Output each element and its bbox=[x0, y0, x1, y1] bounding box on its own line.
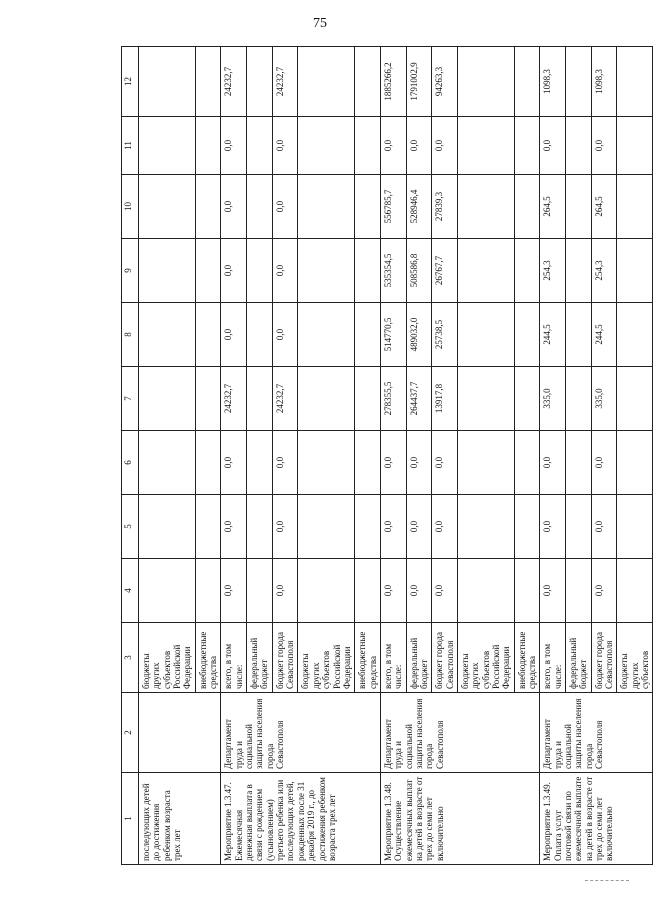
funding-source: всего, в том числе: bbox=[221, 623, 247, 693]
table-cell: 0,0 bbox=[591, 117, 617, 175]
table-cell bbox=[247, 175, 273, 239]
table-cell: 0,0 bbox=[380, 559, 406, 623]
table-cell bbox=[139, 559, 196, 623]
table-cell: 278355,5 bbox=[380, 367, 406, 431]
table-cell bbox=[457, 431, 514, 495]
table-cell bbox=[514, 303, 540, 367]
funding-source: бюджеты других субъектов bbox=[617, 623, 653, 693]
funding-source: бюджеты других субъектов Российской Федерации bbox=[139, 623, 196, 693]
measure-name: Мероприятие 1.3.48. Осуществление ежемесячных выплат на детей в возрасте от трех до семи лет включительно bbox=[380, 773, 539, 865]
table-row bbox=[221, 47, 247, 865]
table-cell: 254,3 bbox=[591, 239, 617, 303]
table-cell: 0,0 bbox=[272, 495, 298, 559]
table-cell bbox=[457, 175, 514, 239]
funding-source: всего, в том числе: bbox=[380, 623, 406, 693]
table-cell bbox=[566, 239, 592, 303]
table-row bbox=[139, 47, 196, 865]
table-cell: 27839,3 bbox=[432, 175, 458, 239]
column-number: 5 bbox=[122, 495, 139, 559]
column-number: 2 bbox=[122, 693, 139, 773]
table-cell bbox=[355, 367, 381, 431]
funding-source: всего, в том числе: bbox=[540, 623, 566, 693]
table-cell bbox=[247, 239, 273, 303]
table-cell bbox=[355, 431, 381, 495]
table-cell bbox=[298, 495, 355, 559]
table-cell bbox=[195, 47, 221, 117]
column-number: 1 bbox=[122, 773, 139, 865]
table-cell bbox=[617, 239, 653, 303]
table-cell: 0,0 bbox=[406, 431, 432, 495]
measure-name: Мероприятие 1.3.49. Оплата услуг почтовой связи по ежемесячной выплате на детей в возрасте от трех до семи лет включительно bbox=[540, 773, 653, 865]
table-cell bbox=[617, 367, 653, 431]
column-number: 4 bbox=[122, 559, 139, 623]
funding-source: бюджет города Севастополя bbox=[272, 623, 298, 693]
table-cell bbox=[247, 495, 273, 559]
table-cell bbox=[617, 47, 653, 117]
table-cell bbox=[566, 559, 592, 623]
table-cell bbox=[195, 559, 221, 623]
table-cell: 335,0 bbox=[591, 367, 617, 431]
table-cell bbox=[566, 117, 592, 175]
table-cell: 0,0 bbox=[380, 495, 406, 559]
column-number: 7 bbox=[122, 367, 139, 431]
table-cell bbox=[298, 431, 355, 495]
table-cell: 26767,7 bbox=[432, 239, 458, 303]
table-cell: 0,0 bbox=[432, 431, 458, 495]
table-cell bbox=[139, 239, 196, 303]
table-cell bbox=[195, 303, 221, 367]
table-cell bbox=[514, 47, 540, 117]
table-cell bbox=[566, 47, 592, 117]
table-cell bbox=[247, 559, 273, 623]
table-cell bbox=[566, 431, 592, 495]
table-cell bbox=[457, 495, 514, 559]
table-cell bbox=[514, 367, 540, 431]
table-cell bbox=[247, 431, 273, 495]
funding-source: внебюджетные средства bbox=[514, 623, 540, 693]
table-cell: 528946,4 bbox=[406, 175, 432, 239]
table-cell bbox=[457, 303, 514, 367]
table-cell: 254,3 bbox=[540, 239, 566, 303]
table-cell bbox=[195, 239, 221, 303]
table-cell bbox=[355, 495, 381, 559]
table-cell: 0,0 bbox=[221, 303, 247, 367]
footer-rule bbox=[585, 880, 629, 881]
table-cell bbox=[617, 495, 653, 559]
table-cell: 244,5 bbox=[540, 303, 566, 367]
table-cell: 0,0 bbox=[540, 117, 566, 175]
table-cell: 264437,7 bbox=[406, 367, 432, 431]
table-cell: 0,0 bbox=[272, 303, 298, 367]
funding-source: бюджеты других субъектов Российской Федерации bbox=[298, 623, 355, 693]
table-cell bbox=[457, 239, 514, 303]
table-cell bbox=[298, 117, 355, 175]
table-cell: 1098,3 bbox=[591, 47, 617, 117]
table-cell bbox=[195, 117, 221, 175]
table-cell bbox=[139, 117, 196, 175]
table-cell bbox=[355, 303, 381, 367]
table-cell bbox=[139, 495, 196, 559]
table-cell: 0,0 bbox=[540, 495, 566, 559]
table-cell: 335,0 bbox=[540, 367, 566, 431]
executor-name: Департамент труда и социальной защиты населения города Севастополя bbox=[380, 693, 539, 773]
funding-source: федеральный бюджет bbox=[406, 623, 432, 693]
table-cell: 24232,7 bbox=[272, 47, 298, 117]
table-cell bbox=[355, 559, 381, 623]
table-cell bbox=[457, 47, 514, 117]
table-cell: 0,0 bbox=[432, 495, 458, 559]
table-row bbox=[380, 47, 406, 865]
table-cell bbox=[195, 495, 221, 559]
table-cell: 25738,5 bbox=[432, 303, 458, 367]
table-cell: 0,0 bbox=[380, 431, 406, 495]
funding-source: бюджет города Севастополя bbox=[432, 623, 458, 693]
measure-name: Мероприятие 1.3.47. Ежемесячная денежная выплата в связи с рождением (усыновлением) третьего ребенка или последующих детей, рожденных после 31 декабря 2019 г., до достижения ребенком возраста трех лет bbox=[221, 773, 380, 865]
table-cell bbox=[617, 431, 653, 495]
rotated-table-page bbox=[121, 47, 651, 865]
table-cell: 0,0 bbox=[272, 431, 298, 495]
table-cell: 24232,7 bbox=[221, 367, 247, 431]
table-cell: 0,0 bbox=[380, 117, 406, 175]
table-cell: 24232,7 bbox=[272, 367, 298, 431]
funding-source: федеральный бюджет bbox=[247, 623, 273, 693]
funding-source: внебюджетные средства bbox=[195, 623, 221, 693]
table-cell: 0,0 bbox=[591, 431, 617, 495]
table-cell: 244,5 bbox=[591, 303, 617, 367]
table-cell: 0,0 bbox=[272, 239, 298, 303]
column-number: 3 bbox=[122, 623, 139, 693]
table-cell bbox=[566, 367, 592, 431]
table-cell bbox=[617, 559, 653, 623]
column-number-row bbox=[122, 47, 139, 865]
table-cell bbox=[566, 175, 592, 239]
table-cell bbox=[195, 431, 221, 495]
table-cell: 0,0 bbox=[591, 495, 617, 559]
measure-name: последующих детей до достижения ребенком возраста трех лет bbox=[139, 773, 221, 865]
table-cell bbox=[195, 367, 221, 431]
table-cell: 1885266,2 bbox=[380, 47, 406, 117]
table-cell bbox=[298, 559, 355, 623]
funding-source: бюджеты других субъектов Российской Федерации bbox=[457, 623, 514, 693]
table-cell: 556785,7 bbox=[380, 175, 406, 239]
table-cell: 0,0 bbox=[272, 559, 298, 623]
table-cell: 489032,0 bbox=[406, 303, 432, 367]
table-cell: 0,0 bbox=[406, 117, 432, 175]
table-cell bbox=[457, 367, 514, 431]
table-cell bbox=[617, 303, 653, 367]
table-cell bbox=[139, 367, 196, 431]
table-cell bbox=[355, 47, 381, 117]
table-cell bbox=[139, 175, 196, 239]
table-cell bbox=[298, 303, 355, 367]
table-cell bbox=[514, 117, 540, 175]
table-cell bbox=[195, 175, 221, 239]
table-cell: 24232,7 bbox=[221, 47, 247, 117]
table-cell bbox=[247, 117, 273, 175]
column-number: 8 bbox=[122, 303, 139, 367]
table-cell bbox=[247, 367, 273, 431]
table-cell: 0,0 bbox=[221, 431, 247, 495]
table-cell: 1791002,9 bbox=[406, 47, 432, 117]
table-cell: 0,0 bbox=[540, 559, 566, 623]
table-cell bbox=[247, 47, 273, 117]
table-cell: 0,0 bbox=[432, 117, 458, 175]
page-number: 75 bbox=[313, 16, 327, 31]
table-cell: 264,5 bbox=[591, 175, 617, 239]
table-row bbox=[540, 47, 566, 865]
table-cell: 535354,5 bbox=[380, 239, 406, 303]
table-cell: 1098,3 bbox=[540, 47, 566, 117]
executor-name: Департамент труда и социальной защиты населения города Севастополя bbox=[221, 693, 380, 773]
column-number: 11 bbox=[122, 117, 139, 175]
table-cell: 0,0 bbox=[432, 559, 458, 623]
table-cell: 0,0 bbox=[540, 431, 566, 495]
table-cell: 264,5 bbox=[540, 175, 566, 239]
funding-source: бюджет города Севастополя bbox=[591, 623, 617, 693]
table-cell bbox=[139, 431, 196, 495]
table-cell: 0,0 bbox=[221, 495, 247, 559]
table-cell bbox=[247, 303, 273, 367]
table-cell bbox=[298, 47, 355, 117]
table-cell bbox=[298, 367, 355, 431]
table-cell: 13917,8 bbox=[432, 367, 458, 431]
executor-name: Департамент труда и социальной защиты населения города Севастополя bbox=[540, 693, 653, 773]
table-cell: 0,0 bbox=[221, 559, 247, 623]
executor-name bbox=[139, 693, 221, 773]
program-funding-table bbox=[121, 46, 653, 865]
table-cell bbox=[566, 495, 592, 559]
column-number: 10 bbox=[122, 175, 139, 239]
column-number: 12 bbox=[122, 47, 139, 117]
table-cell bbox=[355, 117, 381, 175]
table-cell bbox=[298, 239, 355, 303]
table-cell bbox=[355, 239, 381, 303]
table-cell: 94263,3 bbox=[432, 47, 458, 117]
table-cell bbox=[298, 175, 355, 239]
table-cell bbox=[355, 175, 381, 239]
column-number: 9 bbox=[122, 239, 139, 303]
table-cell: 0,0 bbox=[591, 559, 617, 623]
funding-source: федеральный бюджет bbox=[566, 623, 592, 693]
table-cell bbox=[514, 175, 540, 239]
funding-source: внебюджетные средства bbox=[355, 623, 381, 693]
table-cell bbox=[514, 495, 540, 559]
table-cell bbox=[566, 303, 592, 367]
table-cell bbox=[457, 559, 514, 623]
table-cell: 0,0 bbox=[272, 175, 298, 239]
table-cell: 0,0 bbox=[221, 239, 247, 303]
table-cell bbox=[139, 303, 196, 367]
table-cell bbox=[514, 239, 540, 303]
table-cell: 0,0 bbox=[221, 117, 247, 175]
table-cell: 0,0 bbox=[221, 175, 247, 239]
rotated-table-container bbox=[121, 47, 651, 865]
column-number: 6 bbox=[122, 431, 139, 495]
table-cell: 508586,8 bbox=[406, 239, 432, 303]
table-cell bbox=[457, 117, 514, 175]
table-cell bbox=[617, 175, 653, 239]
table-cell bbox=[514, 559, 540, 623]
table-cell bbox=[514, 431, 540, 495]
table-cell: 514770,5 bbox=[380, 303, 406, 367]
table-cell bbox=[617, 117, 653, 175]
table-cell: 0,0 bbox=[406, 495, 432, 559]
table-cell bbox=[139, 47, 196, 117]
table-cell: 0,0 bbox=[272, 117, 298, 175]
table-cell: 0,0 bbox=[406, 559, 432, 623]
